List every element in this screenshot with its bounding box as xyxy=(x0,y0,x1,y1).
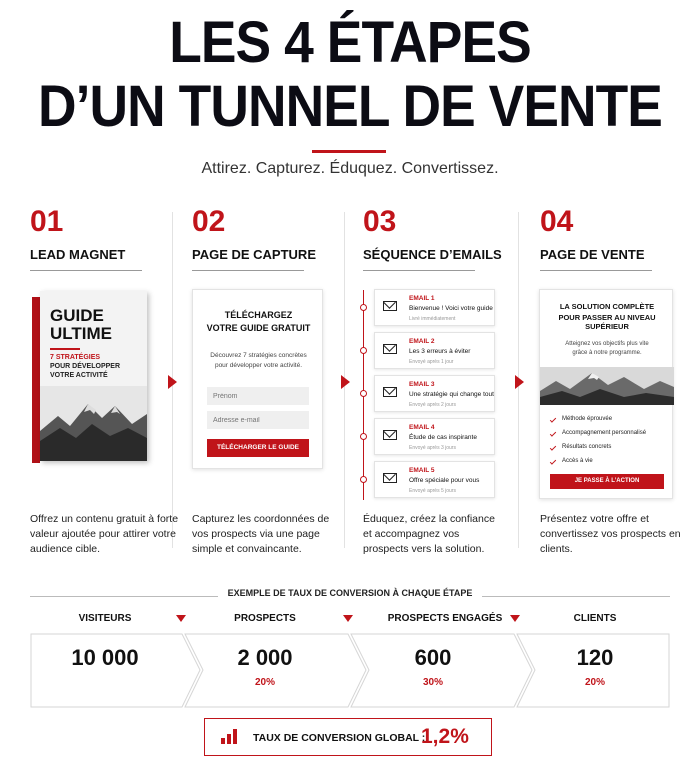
email-card xyxy=(374,461,495,498)
step-number: 03 xyxy=(363,205,397,238)
stage-value-engaged: 600 xyxy=(414,645,452,670)
book-spine xyxy=(32,297,40,463)
down-triangle-icon xyxy=(176,615,186,622)
step-number: 01 xyxy=(30,205,64,238)
envelope-icon xyxy=(383,473,397,483)
page-subtitle: Attirez. Capturez. Éduquez. Convertissez. xyxy=(201,160,499,177)
check-icon xyxy=(550,416,556,422)
email-timing: Livré immédiatement xyxy=(409,316,456,322)
step-arrow-icon xyxy=(341,375,350,389)
stage-value-prospects: 2 000 xyxy=(237,645,293,670)
sales-text-1: Atteignez vos objectifs plus vite xyxy=(565,341,649,347)
step-3-header xyxy=(363,205,513,271)
capture-heading-2: VOTRE GUIDE GRATUIT xyxy=(206,323,311,333)
stage-rate-prospects: 20% xyxy=(254,677,275,688)
book-subtitle-1: POUR DÉVELOPPER xyxy=(50,363,121,370)
step-divider xyxy=(363,270,475,271)
timeline-dot xyxy=(360,390,367,397)
step-title: SÉQUENCE D’EMAILS xyxy=(363,247,502,262)
email-field[interactable] xyxy=(207,411,309,429)
benefit-item: Accompagnement personnalisé xyxy=(562,430,647,436)
download-guide-button[interactable]: TÉLÉCHARGER LE GUIDE xyxy=(207,439,309,457)
step-2-header xyxy=(192,205,342,271)
step-number: 02 xyxy=(192,205,226,238)
step-2-description: Capturez les coordonnées de vos prospects via une page simple et convaincante. xyxy=(192,513,330,555)
stage-label-prospects: PROSPECTS xyxy=(234,613,296,624)
page-title-line-1: LES 4 ÉTAPES xyxy=(169,10,531,75)
envelope-icon xyxy=(383,387,397,397)
stage-rate-clients: 20% xyxy=(584,677,605,688)
global-conversion-label: TAUX DE CONVERSION GLOBAL : xyxy=(253,732,426,744)
email-timing: Envoyé après 2 jours xyxy=(409,402,456,408)
global-conversion-box xyxy=(204,718,492,756)
book-title-line-2: ULTIME xyxy=(50,324,113,343)
sales-page-mockup xyxy=(539,289,673,499)
step-title: PAGE DE CAPTURE xyxy=(192,247,316,262)
email-label: EMAIL 5 xyxy=(409,467,435,474)
sales-heading-1: LA SOLUTION COMPLÈTE xyxy=(559,302,655,311)
check-icon xyxy=(550,444,556,450)
check-icon xyxy=(550,430,556,436)
email-label: EMAIL 4 xyxy=(409,424,435,431)
envelope-icon xyxy=(383,430,397,440)
book-strategies: 7 STRATÉGIES xyxy=(50,354,101,361)
stage-label-visitors: VISITEURS xyxy=(78,613,132,624)
book-subtitle-2: VOTRE ACTIVITÉ xyxy=(50,372,108,379)
step-4-header xyxy=(540,205,690,271)
benefit-item: Résultats concrets xyxy=(562,444,612,450)
step-arrow-icon xyxy=(168,375,177,389)
page-title-line-2: D’UN TUNNEL DE VENTE xyxy=(38,74,662,139)
email-label: EMAIL 1 xyxy=(409,295,435,302)
email-subject: Les 3 erreurs à éviter xyxy=(409,348,471,355)
stage-rate-engaged: 30% xyxy=(422,677,443,688)
sales-heading-2: POUR PASSER AU NIVEAU SUPÉRIEUR xyxy=(558,313,656,331)
book-accent-bar xyxy=(50,348,80,350)
email-subject: Bienvenue ! Voici votre guide xyxy=(409,305,493,312)
down-triangle-icon xyxy=(510,615,520,622)
email-timing: Envoyé après 5 jours xyxy=(409,488,456,494)
book-cover xyxy=(40,291,147,461)
envelope-icon xyxy=(383,301,397,311)
stage-value-clients: 120 xyxy=(576,645,614,670)
stage-value-visitors: 10 000 xyxy=(71,645,139,670)
title-underline xyxy=(312,150,386,153)
email-card xyxy=(374,289,495,326)
sales-text-2: grâce à notre programme. xyxy=(572,350,642,356)
check-icon xyxy=(550,458,556,464)
capture-text-1: Découvrez 7 stratégies concrètes xyxy=(210,352,307,359)
email-card xyxy=(374,375,495,412)
benefit-item: Méthode éprouvée xyxy=(562,416,613,422)
book-title-line-1: GUIDE xyxy=(50,306,104,325)
timeline-dot xyxy=(360,304,367,311)
step-divider xyxy=(30,270,142,271)
email-subject: Une stratégie qui change tout xyxy=(409,391,494,398)
step-arrow-icon xyxy=(515,375,524,389)
email-timing: Envoyé après 3 jours xyxy=(409,445,456,451)
step-1-header xyxy=(30,205,180,271)
step-4-description: Présentez votre offre et convertissez vos prospects en clients. xyxy=(540,513,681,555)
step-divider xyxy=(192,270,304,271)
capture-heading-1: TÉLÉCHARGEZ xyxy=(224,310,293,320)
email-label: EMAIL 3 xyxy=(409,381,435,388)
email-card xyxy=(374,418,495,455)
email-timing: Envoyé après 1 jour xyxy=(409,359,454,365)
global-conversion-value: 1,2% xyxy=(421,725,469,748)
email-subject: Étude de cas inspirante xyxy=(409,434,477,441)
timeline-dot xyxy=(360,433,367,440)
step-1-description: Offrez un contenu gratuit à forte valeur ajoutée pour attirer votre audience cible. xyxy=(30,513,179,555)
step-title: LEAD MAGNET xyxy=(30,247,126,262)
step-title: PAGE DE VENTE xyxy=(540,247,645,262)
email-subject: Offre spéciale pour vous xyxy=(409,477,480,484)
take-action-button[interactable]: JE PASSE À L’ACTION xyxy=(550,474,664,489)
email-label: EMAIL 2 xyxy=(409,338,435,345)
guide-book-image xyxy=(32,291,147,463)
step-number: 04 xyxy=(540,205,574,238)
timeline-dot xyxy=(360,476,367,483)
mountain-image xyxy=(40,386,147,461)
capture-page-mockup xyxy=(192,289,323,469)
conversion-section-title: EXEMPLE DE TAUX DE CONVERSION À CHAQUE ÉTAPE xyxy=(227,588,473,598)
mountain-image xyxy=(540,367,674,405)
first-name-field[interactable] xyxy=(207,387,309,405)
down-triangle-icon xyxy=(343,615,353,622)
stage-label-clients: CLIENTS xyxy=(573,613,617,624)
step-divider xyxy=(540,270,652,271)
stage-label-engaged: PROSPECTS ENGAGÉS xyxy=(387,613,503,624)
benefit-item: Accès à vie xyxy=(562,458,593,464)
timeline-dot xyxy=(360,347,367,354)
email-card xyxy=(374,332,495,369)
envelope-icon xyxy=(383,344,397,354)
capture-text-2: pour développer votre activité. xyxy=(214,362,303,369)
step-3-description: Éduquez, créez la confiance et accompagnez vos prospects vers la solution. xyxy=(363,513,495,555)
